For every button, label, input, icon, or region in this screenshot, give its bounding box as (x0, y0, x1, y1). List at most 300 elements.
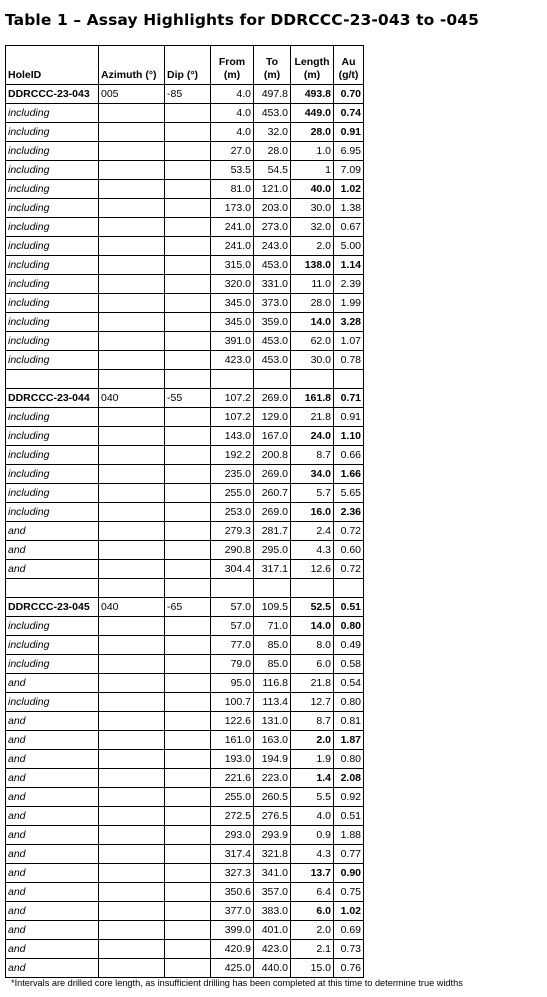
cell-from: 27.0 (211, 142, 254, 161)
table-row (6, 446, 364, 465)
cell-au: 2.36 (334, 503, 364, 522)
cell-dip (165, 769, 211, 788)
cell-au: 5.00 (334, 237, 364, 256)
cell-azimuth (99, 503, 165, 522)
cell-au: 0.67 (334, 218, 364, 237)
cell-azimuth (99, 864, 165, 883)
cell-from: 253.0 (211, 503, 254, 522)
cell-to: 423.0 (254, 940, 291, 959)
cell-to: 453.0 (254, 256, 291, 275)
footnote: *Intervals are drilled core length, as insufficient drilling has been completed at this time to determine true widths (11, 978, 463, 988)
cell-length: 0.9 (291, 826, 334, 845)
cell-au: 0.80 (334, 617, 364, 636)
cell-from: 377.0 (211, 902, 254, 921)
cell-from: 95.0 (211, 674, 254, 693)
cell-hole-id: including (6, 123, 99, 142)
cell-from: 53.5 (211, 161, 254, 180)
cell-to: 71.0 (254, 617, 291, 636)
table-row (6, 864, 364, 883)
cell-from: 391.0 (211, 332, 254, 351)
cell-from: 173.0 (211, 199, 254, 218)
cell-from: 77.0 (211, 636, 254, 655)
cell-au: 0.49 (334, 636, 364, 655)
cell-au: 1.38 (334, 199, 364, 218)
cell-from: 255.0 (211, 484, 254, 503)
spacer-cell (165, 370, 211, 389)
cell-length: 6.0 (291, 902, 334, 921)
spacer-cell (254, 370, 291, 389)
table-row (6, 408, 364, 427)
cell-to: 223.0 (254, 769, 291, 788)
cell-to: 113.4 (254, 693, 291, 712)
table-row (6, 845, 364, 864)
cell-au: 1.07 (334, 332, 364, 351)
cell-au: 1.99 (334, 294, 364, 313)
cell-au: 1.14 (334, 256, 364, 275)
spacer-cell (334, 579, 364, 598)
cell-dip (165, 142, 211, 161)
spacer-cell (211, 579, 254, 598)
table-row (6, 351, 364, 370)
cell-hole-id: including (6, 503, 99, 522)
cell-to: 203.0 (254, 199, 291, 218)
cell-to: 453.0 (254, 351, 291, 370)
cell-length: 34.0 (291, 465, 334, 484)
header-length (291, 46, 334, 85)
cell-from: 272.5 (211, 807, 254, 826)
spacer-cell (99, 579, 165, 598)
cell-azimuth (99, 484, 165, 503)
cell-hole-id: including (6, 636, 99, 655)
cell-from: 122.6 (211, 712, 254, 731)
cell-hole-id: including (6, 313, 99, 332)
cell-au: 1.02 (334, 180, 364, 199)
cell-to: 116.8 (254, 674, 291, 693)
cell-to: 129.0 (254, 408, 291, 427)
table-row (6, 731, 364, 750)
cell-au: 1.66 (334, 465, 364, 484)
cell-hole-id: and (6, 731, 99, 750)
cell-azimuth (99, 693, 165, 712)
cell-to: 243.0 (254, 237, 291, 256)
cell-length: 13.7 (291, 864, 334, 883)
cell-au: 0.58 (334, 655, 364, 674)
cell-from: 293.0 (211, 826, 254, 845)
cell-length: 6.4 (291, 883, 334, 902)
cell-length: 24.0 (291, 427, 334, 446)
cell-to: 28.0 (254, 142, 291, 161)
cell-hole-id: including (6, 655, 99, 674)
table-row (6, 883, 364, 902)
cell-dip (165, 332, 211, 351)
cell-dip (165, 294, 211, 313)
table-row (6, 123, 364, 142)
cell-azimuth: 040 (99, 598, 165, 617)
table-row (6, 769, 364, 788)
cell-dip (165, 484, 211, 503)
cell-dip (165, 408, 211, 427)
cell-au: 0.77 (334, 845, 364, 864)
cell-azimuth (99, 560, 165, 579)
cell-dip (165, 826, 211, 845)
cell-dip (165, 541, 211, 560)
cell-au: 3.28 (334, 313, 364, 332)
cell-dip (165, 465, 211, 484)
cell-hole-id: and (6, 845, 99, 864)
cell-hole-id: and (6, 522, 99, 541)
cell-hole-id: and (6, 883, 99, 902)
cell-hole-id: including (6, 446, 99, 465)
cell-azimuth (99, 902, 165, 921)
cell-from: 320.0 (211, 275, 254, 294)
cell-hole-id: and (6, 750, 99, 769)
header-length-line2: (m) (303, 69, 321, 81)
table-row (6, 427, 364, 446)
spacer-cell (165, 579, 211, 598)
cell-au: 0.80 (334, 693, 364, 712)
spacer-cell (291, 370, 334, 389)
cell-dip (165, 351, 211, 370)
cell-length: 1.9 (291, 750, 334, 769)
cell-dip (165, 237, 211, 256)
cell-hole-id: and (6, 864, 99, 883)
cell-hole-id: including (6, 294, 99, 313)
cell-dip (165, 712, 211, 731)
cell-azimuth (99, 142, 165, 161)
table-body (6, 85, 364, 978)
cell-to: 131.0 (254, 712, 291, 731)
cell-au: 1.10 (334, 427, 364, 446)
cell-au: 2.39 (334, 275, 364, 294)
table-row (6, 788, 364, 807)
cell-from: 345.0 (211, 294, 254, 313)
cell-dip (165, 104, 211, 123)
table-row (6, 465, 364, 484)
cell-from: 57.0 (211, 617, 254, 636)
cell-au: 0.75 (334, 883, 364, 902)
cell-dip (165, 693, 211, 712)
table-row (6, 503, 364, 522)
cell-hole-id: DDRCCC-23-043 (6, 85, 99, 104)
cell-azimuth (99, 161, 165, 180)
cell-dip (165, 731, 211, 750)
cell-dip (165, 864, 211, 883)
cell-hole-id: and (6, 902, 99, 921)
cell-azimuth (99, 123, 165, 142)
table-row (6, 104, 364, 123)
table-row (6, 522, 364, 541)
cell-au: 1.02 (334, 902, 364, 921)
cell-azimuth (99, 883, 165, 902)
cell-from: 79.0 (211, 655, 254, 674)
cell-from: 399.0 (211, 921, 254, 940)
cell-hole-id: including (6, 180, 99, 199)
table-row (6, 560, 364, 579)
cell-to: 440.0 (254, 959, 291, 978)
cell-dip (165, 218, 211, 237)
cell-au: 0.66 (334, 446, 364, 465)
cell-dip (165, 921, 211, 940)
cell-length: 161.8 (291, 389, 334, 408)
cell-au: 0.71 (334, 389, 364, 408)
cell-hole-id: including (6, 256, 99, 275)
cell-from: 241.0 (211, 237, 254, 256)
cell-dip (165, 256, 211, 275)
cell-to: 269.0 (254, 503, 291, 522)
header-length-line1: Length (294, 56, 330, 68)
cell-length: 5.5 (291, 788, 334, 807)
cell-from: 279.3 (211, 522, 254, 541)
cell-to: 383.0 (254, 902, 291, 921)
cell-azimuth (99, 807, 165, 826)
cell-from: 100.7 (211, 693, 254, 712)
cell-azimuth (99, 237, 165, 256)
cell-length: 2.4 (291, 522, 334, 541)
cell-dip (165, 180, 211, 199)
cell-to: 453.0 (254, 104, 291, 123)
cell-au: 6.95 (334, 142, 364, 161)
table-row (6, 256, 364, 275)
cell-length: 11.0 (291, 275, 334, 294)
cell-length: 138.0 (291, 256, 334, 275)
cell-length: 8.7 (291, 446, 334, 465)
cell-hole-id: including (6, 275, 99, 294)
cell-to: 357.0 (254, 883, 291, 902)
cell-from: 4.0 (211, 85, 254, 104)
cell-dip (165, 427, 211, 446)
cell-from: 4.0 (211, 123, 254, 142)
cell-azimuth (99, 750, 165, 769)
cell-au: 1.88 (334, 826, 364, 845)
cell-hole-id: DDRCCC-23-045 (6, 598, 99, 617)
cell-azimuth (99, 332, 165, 351)
cell-au: 1.87 (334, 731, 364, 750)
table-row (6, 294, 364, 313)
cell-azimuth (99, 180, 165, 199)
cell-length: 1.0 (291, 142, 334, 161)
cell-from: 350.6 (211, 883, 254, 902)
cell-from: 420.9 (211, 940, 254, 959)
table-row (6, 275, 364, 294)
cell-azimuth (99, 959, 165, 978)
cell-length: 15.0 (291, 959, 334, 978)
cell-dip (165, 617, 211, 636)
table-header (6, 46, 364, 85)
table-row (6, 180, 364, 199)
cell-from: 425.0 (211, 959, 254, 978)
cell-au: 0.51 (334, 807, 364, 826)
cell-length: 30.0 (291, 199, 334, 218)
cell-length: 2.0 (291, 921, 334, 940)
cell-from: 423.0 (211, 351, 254, 370)
cell-to: 85.0 (254, 655, 291, 674)
cell-to: 109.5 (254, 598, 291, 617)
cell-azimuth (99, 408, 165, 427)
cell-from: 57.0 (211, 598, 254, 617)
cell-au: 0.78 (334, 351, 364, 370)
table-row (6, 940, 364, 959)
cell-azimuth (99, 104, 165, 123)
cell-dip (165, 199, 211, 218)
cell-length: 40.0 (291, 180, 334, 199)
cell-to: 341.0 (254, 864, 291, 883)
cell-au: 0.92 (334, 788, 364, 807)
cell-length: 21.8 (291, 408, 334, 427)
cell-dip (165, 959, 211, 978)
hole-summary-row (6, 598, 364, 617)
cell-length: 52.5 (291, 598, 334, 617)
cell-to: 54.5 (254, 161, 291, 180)
cell-au: 0.90 (334, 864, 364, 883)
cell-au: 0.91 (334, 123, 364, 142)
header-au-line2: (g/t) (338, 69, 359, 81)
spacer-row (6, 579, 364, 598)
cell-azimuth (99, 921, 165, 940)
cell-length: 21.8 (291, 674, 334, 693)
cell-hole-id: including (6, 237, 99, 256)
cell-from: 81.0 (211, 180, 254, 199)
cell-to: 167.0 (254, 427, 291, 446)
spacer-cell (291, 579, 334, 598)
cell-dip (165, 313, 211, 332)
cell-from: 4.0 (211, 104, 254, 123)
cell-to: 269.0 (254, 389, 291, 408)
cell-dip (165, 807, 211, 826)
cell-dip (165, 750, 211, 769)
header-to-line2: (m) (263, 69, 281, 81)
table-row (6, 902, 364, 921)
cell-from: 327.3 (211, 864, 254, 883)
cell-dip (165, 522, 211, 541)
spacer-cell (99, 370, 165, 389)
cell-length: 32.0 (291, 218, 334, 237)
cell-azimuth (99, 617, 165, 636)
cell-azimuth (99, 541, 165, 560)
cell-dip: -55 (165, 389, 211, 408)
cell-hole-id: including (6, 161, 99, 180)
cell-dip (165, 940, 211, 959)
cell-azimuth (99, 427, 165, 446)
cell-length: 16.0 (291, 503, 334, 522)
cell-azimuth (99, 655, 165, 674)
cell-azimuth (99, 826, 165, 845)
cell-dip: -85 (165, 85, 211, 104)
cell-hole-id: and (6, 541, 99, 560)
cell-azimuth (99, 522, 165, 541)
table-row (6, 636, 364, 655)
cell-hole-id: including (6, 693, 99, 712)
table-row (6, 693, 364, 712)
cell-length: 12.6 (291, 560, 334, 579)
header-to (254, 46, 291, 85)
cell-dip (165, 902, 211, 921)
cell-from: 143.0 (211, 427, 254, 446)
cell-from: 107.2 (211, 408, 254, 427)
cell-azimuth (99, 294, 165, 313)
spacer-cell (6, 579, 99, 598)
cell-to: 295.0 (254, 541, 291, 560)
table-row (6, 750, 364, 769)
cell-hole-id: including (6, 351, 99, 370)
cell-hole-id: including (6, 218, 99, 237)
hole-summary-row (6, 85, 364, 104)
table-row (6, 313, 364, 332)
table-row (6, 674, 364, 693)
cell-from: 304.4 (211, 560, 254, 579)
cell-dip (165, 674, 211, 693)
cell-hole-id: and (6, 940, 99, 959)
spacer-row (6, 370, 364, 389)
cell-hole-id: including (6, 427, 99, 446)
header-au-line1: Au (341, 56, 356, 68)
cell-to: 32.0 (254, 123, 291, 142)
cell-to: 273.0 (254, 218, 291, 237)
header-row (6, 46, 364, 85)
cell-dip (165, 446, 211, 465)
cell-from: 255.0 (211, 788, 254, 807)
spacer-cell (334, 370, 364, 389)
cell-length: 2.0 (291, 237, 334, 256)
table-row (6, 332, 364, 351)
cell-length: 28.0 (291, 294, 334, 313)
cell-from: 235.0 (211, 465, 254, 484)
cell-hole-id: including (6, 465, 99, 484)
cell-azimuth: 040 (99, 389, 165, 408)
cell-au: 5.65 (334, 484, 364, 503)
cell-to: 121.0 (254, 180, 291, 199)
cell-length: 1.4 (291, 769, 334, 788)
cell-dip (165, 655, 211, 674)
cell-au: 7.09 (334, 161, 364, 180)
hole-summary-row (6, 389, 364, 408)
cell-au: 0.70 (334, 85, 364, 104)
cell-dip (165, 636, 211, 655)
cell-hole-id: including (6, 408, 99, 427)
table-title: Table 1 – Assay Highlights for DDRCCC-23-043 to -045 (5, 11, 480, 29)
header-from-line1: From (218, 56, 246, 68)
header-from (211, 46, 254, 85)
cell-hole-id: and (6, 807, 99, 826)
cell-from: 161.0 (211, 731, 254, 750)
cell-azimuth (99, 712, 165, 731)
cell-azimuth (99, 731, 165, 750)
cell-to: 276.5 (254, 807, 291, 826)
cell-to: 497.8 (254, 85, 291, 104)
cell-hole-id: and (6, 959, 99, 978)
cell-from: 107.2 (211, 389, 254, 408)
cell-azimuth (99, 845, 165, 864)
cell-to: 200.8 (254, 446, 291, 465)
table-row (6, 655, 364, 674)
cell-au: 0.69 (334, 921, 364, 940)
cell-azimuth (99, 199, 165, 218)
cell-length: 5.7 (291, 484, 334, 503)
cell-au: 0.72 (334, 522, 364, 541)
table-row (6, 218, 364, 237)
cell-length: 6.0 (291, 655, 334, 674)
cell-hole-id: including (6, 199, 99, 218)
cell-au: 0.60 (334, 541, 364, 560)
cell-to: 359.0 (254, 313, 291, 332)
cell-length: 4.3 (291, 845, 334, 864)
cell-hole-id: and (6, 712, 99, 731)
cell-length: 30.0 (291, 351, 334, 370)
cell-length: 4.3 (291, 541, 334, 560)
table-row (6, 959, 364, 978)
cell-from: 290.8 (211, 541, 254, 560)
cell-azimuth: 005 (99, 85, 165, 104)
cell-to: 453.0 (254, 332, 291, 351)
